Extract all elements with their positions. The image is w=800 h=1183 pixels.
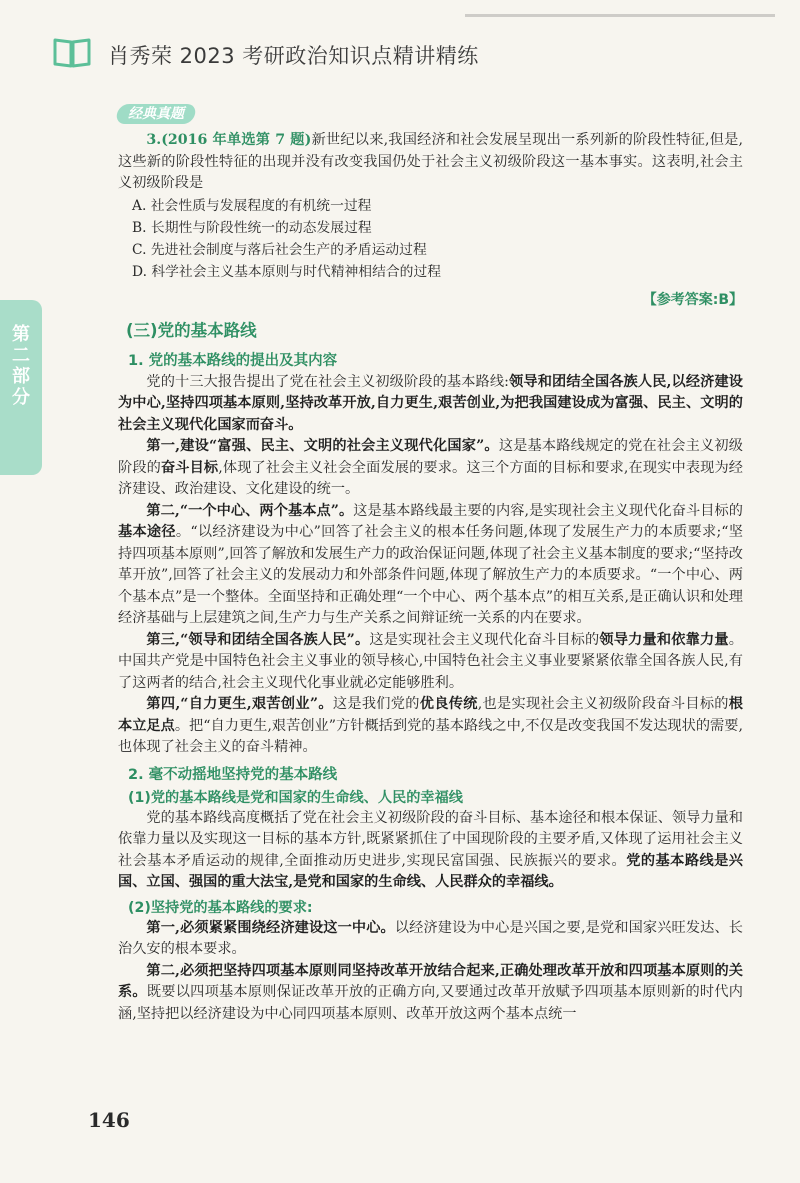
p3-bold: 基本途径 [118,524,176,540]
paragraph-fourth [118,694,743,759]
p2-lead: 第一,建设“富强、民主、文明的社会主义现代化国家”。 [146,438,499,454]
subsection-2-1-title: (1)党的基本路线是党和国家的生命线、人民的幸福线 [128,789,463,806]
p6-bold: 党的基本路线是兴国、立国、强国的重大法宝,是党和国家的生命线、人民群众的幸福线。 [118,852,743,890]
book-title: 肖秀荣 2023 考研政治知识点精讲精练 [108,44,479,68]
paragraph-third [118,630,743,695]
classic-exam-badge [115,104,197,124]
p5-rest: 。把“自力更生,艰苦创业”方针概括到党的基本路线之中,不仅是改变我国不发达现状的需要,也体现了社会主义的奋斗精神。 [118,717,743,755]
p5-lead: 第四,“自力更生,艰苦创业”。 [146,696,333,712]
p7-text: 以经济建设为中心是兴国之要,是党和国家兴旺发达、长治久安的根本要求。 [118,919,743,957]
part-side-tab [0,300,42,475]
p3-lead: 第二,“一个中心、两个基本点”。 [146,502,354,519]
p5-text: 这是我们党的 [332,696,420,712]
option-a: A. 社会性质与发展程度的有机统一过程 [132,197,372,214]
p2-bold: 奋斗目标 [160,459,219,476]
p5-bold-2: 根本立足点 [118,696,743,734]
page-number: 146 [88,1108,130,1132]
p1-text: 党的十三大报告提出了党在社会主义初级阶段的基本路线: [146,373,509,390]
p4-rest: 。中国共产党是中国特色社会主义事业的领导核心,中国特色社会主义事业要紧紧依靠全国各族人民,有了这两者的结合,社会主义现代化事业就必定能够胜利。 [118,631,743,691]
p4-text: 这是实现社会主义现代化奋斗目标的 [369,631,600,648]
p2-text: 这是基本路线规定的党在社会主义初级阶段的 [118,438,743,476]
paragraph-basic-line [118,372,743,437]
p8-text: 既要以四项基本原则保证改革开放的正确方向,又要通过改革开放赋予四项基本原则新的时代内涵,坚持把以经济建设为中心同四项基本原则、改革开放这两个基本点统一 [118,984,743,1022]
option-d: D. 科学社会主义基本原则与时代精神相结合的过程 [132,263,442,280]
paragraph-second [118,501,743,630]
section-title: (三)党的基本路线 [126,320,257,340]
side-tab-label: 第二部分 [9,324,30,408]
option-b: B. 长期性与阶段性统一的动态发展过程 [132,219,372,236]
p3-text: 这是基本路线最主要的内容,是实现社会主义现代化奋斗目标的 [353,502,743,519]
page-header [0,0,800,70]
paragraph-lifeline [118,808,743,894]
p7-lead: 第一,必须紧紧围绕经济建设这一中心。 [146,919,395,936]
subsection-1-title: 1. 党的基本路线的提出及其内容 [128,352,338,369]
badge-label: 经典真题 [128,106,184,122]
p8-lead: 第二,必须把坚持四项基本原则同坚持改革开放结合起来,正确处理改革开放和四项基本原则的关系。 [118,962,743,1000]
question-source: (2016 年单选第 7 题) [161,132,312,148]
exam-question [118,130,743,195]
paragraph-first [118,436,743,501]
reference-answer: 【参考答案:B】 [642,291,743,308]
p4-lead: 第三,“领导和团结全国各族人民”。 [146,631,370,648]
subsection-2-2-title: (2)坚持党的基本路线的要求: [128,899,313,916]
paragraph-requirement-2 [118,961,743,1026]
p2-rest: ,体现了社会主义社会全面发展的要求。这三个方面的目标和要求,在现实中表现为经济建设、政治建设、文化建设的统一。 [118,459,743,497]
p5-bold-1: 优良传统 [419,696,478,712]
option-c: C. 先进社会制度与落后社会生产的矛盾运动过程 [132,241,427,258]
subsection-2-title: 2. 毫不动摇地坚持党的基本路线 [128,766,338,783]
p5-text-2: ,也是实现社会主义初级阶段奋斗目标的 [477,696,729,712]
p1-bold: 领导和团结全国各族人民,以经济建设为中心,坚持四项基本原则,坚持改革开放,自力更生,艰苦创业,为把我国建设成为富强、民主、文明的社会主义现代化国家而奋斗。 [118,373,743,433]
question-text: 新世纪以来,我国经济和社会发展呈现出一系列新的阶段性特征,但是,这些新的阶段性特征的出现并没有改变我国仍处于社会主义初级阶段这一基本事实。这表明,社会主义初级阶段是 [118,132,743,191]
paragraph-requirement-1 [118,918,743,961]
question-number: 3. [146,132,162,148]
page-content [118,130,743,1025]
open-book-icon [52,36,92,68]
p4-bold: 领导力量和依靠力量 [599,631,729,648]
header-rule [465,14,775,17]
p3-rest: 。“以经济建设为中心”回答了社会主义的根本任务问题,体现了发展生产力的本质要求;“坚持四项基本原则”,回答了解放和发展生产力的政治保证问题,体现了社会主义基本制度的要求;“坚持改革开放”,回答了社会主义的发展动力和外部条件问题,体现了解放生产力的本质要求。“一个中心、两个基本点”是一个整体。全面坚持和正确处理“一个中心、两个基本点”的相互关系,是正确认识和处理经济基础与上层建筑之间,生产力与生产关系之间辩证统一关系的内在要求。 [118,524,743,626]
p6-text: 党的基本路线高度概括了党在社会主义初级阶段的奋斗目标、基本途径和根本保证、领导力量和依靠力量以及实现这一目标的基本方针,既紧紧抓住了中国现阶段的主要矛盾,又体现了运用社会主义社会基本矛盾运动的规律,全面推动历史进步,实现民富国强、民族振兴的要求。 [118,809,743,869]
